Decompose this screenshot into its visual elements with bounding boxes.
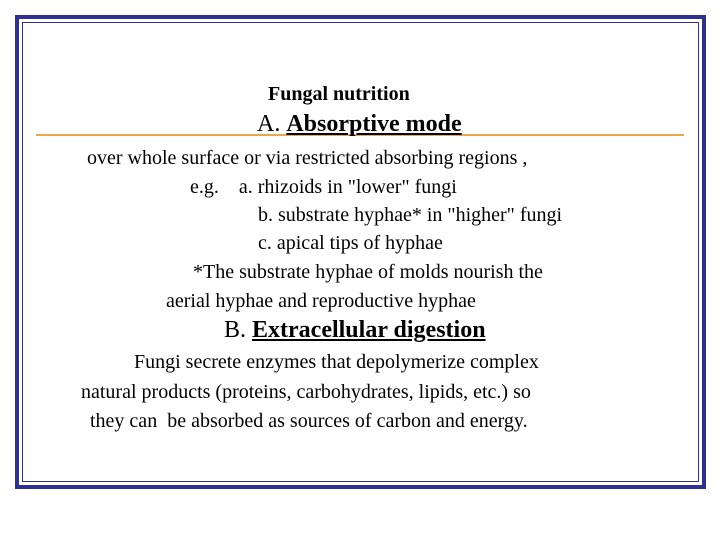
- section-a-line-5: *The substrate hyphae of molds nourish the: [193, 261, 543, 283]
- section-b-line-2: natural products (proteins, carbohydrates, lipids, etc.) so: [81, 381, 531, 403]
- section-b-heading: [224, 318, 486, 342]
- section-b-line-3: they can be absorbed as sources of carbon and energy.: [90, 410, 528, 432]
- section-b-title: Extracellular digestion: [252, 317, 486, 343]
- section-a-line-1: over whole surface or via restricted absorbing regions ,: [87, 147, 528, 169]
- section-a-line-4: c. apical tips of hyphae: [258, 232, 443, 254]
- section-b-line-1: Fungi secrete enzymes that depolymerize complex: [134, 351, 539, 373]
- section-a-heading: [257, 112, 462, 136]
- section-a-line-3: b. substrate hyphae* in "higher" fungi: [258, 204, 563, 226]
- section-b-letter: B.: [224, 317, 247, 343]
- section-a-letter: A.: [257, 111, 281, 137]
- slide-title: Fungal nutrition: [268, 83, 410, 105]
- section-a-title: Absorptive mode: [286, 111, 462, 137]
- section-a-line-2: e.g. a. rhizoids in "lower" fungi: [190, 176, 457, 198]
- section-a-line-6: aerial hyphae and reproductive hyphae: [166, 290, 476, 312]
